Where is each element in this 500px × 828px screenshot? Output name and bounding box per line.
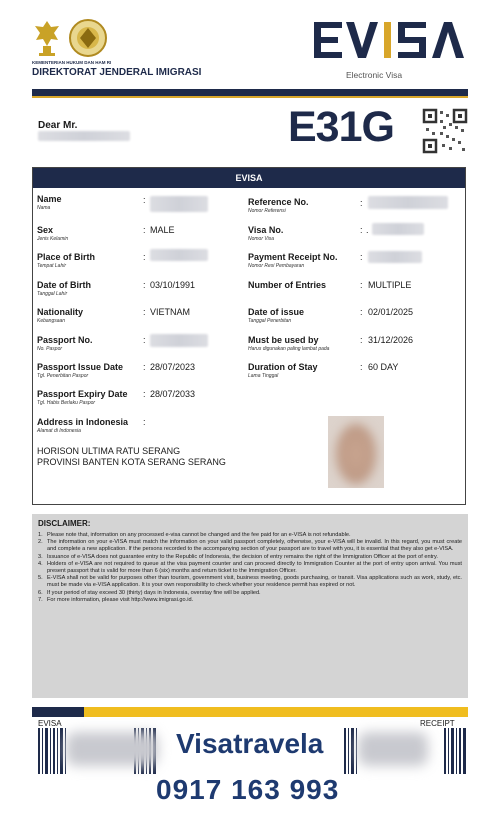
disclaimer-item: 1. Please note that, information on any processed e-visa cannot be changed and the fee paid for an e-VISA is not refundable. [38,532,351,538]
field-colon: : [143,195,146,205]
field-label: Nationality [37,307,84,317]
field-label: Date of issue [248,307,305,317]
immigration-seal-icon [66,18,110,58]
field-sublabel: Alamat di Indonesia [37,428,81,434]
field-colon: : [143,389,146,399]
disclaimer-item: 5. E-VISA shall not be valid for purposes other than tourism, government visit, business meeting, goods purchasing, or transit. Visa applications such as work, study, etc. must be made via e-VISA application. It is your own responsibility to check whether your residence permit has expired or not. [38,575,462,589]
field-value: VIETNAM [150,307,191,317]
field-label: Duration of Stay [248,362,318,372]
field-colon: : [143,307,146,317]
field-colon: : [360,225,363,235]
redacted-name [38,131,130,141]
field-sublabel: No. Paspor [37,346,63,352]
field-label: Number of Entries [248,280,327,290]
field-colon: : [360,307,363,317]
field-colon: : [360,252,363,262]
field-value: 60 DAY [368,362,399,372]
greeting: Dear Mr. [38,120,78,131]
redacted-value [150,334,208,347]
footer-dark-band [32,707,84,717]
qr-code-icon [422,108,468,154]
redacted-value [372,223,424,235]
garuda-emblem-icon [32,18,62,58]
field-value: 02/01/2025 [368,307,414,317]
field-label: Place of Birth [37,252,96,262]
watermark-name: Visatravela [176,728,324,759]
field-value: 03/10/1991 [150,280,196,290]
field-sublabel: Tempat Lahir [37,263,66,269]
field-colon: : [360,280,363,290]
redacted-footer-right [358,732,428,766]
disclaimer-title: DISCLAIMER: [38,519,91,528]
field-sublabel: Lama Tinggal [248,373,279,379]
field-label: Sex [37,225,54,235]
field-colon: : [360,198,363,208]
field-value: 28/07/2023 [150,362,196,372]
address-line: PROVINSI BANTEN KOTA SERANG SERANG [37,457,226,467]
card-title: EVISA [33,168,465,188]
field-colon: : [143,252,146,262]
field-sublabel: Tanggal Lahir [37,291,68,297]
header-divider [32,89,468,96]
disclaimer-item: 3. Issuance of e-VISA does not guarantee entry to the Republic of Indonesia, the decision of entry remains the right of the Immigration Officer at the port of entry. [38,553,438,560]
field-sublabel: Nama [37,205,51,211]
redacted-value [150,196,208,212]
field-label: Reference No. [248,197,309,207]
field-value: 28/07/2033 [150,389,196,399]
redacted-value [150,249,208,261]
disclaimer-item: 6. If your period of stay exceed 30 (thirty) days in Indonesia, overstay fine will be applied. [38,589,261,596]
field-colon: : [143,417,146,427]
footer-evisa-label: EVISA [38,719,62,728]
field-label: Payment Receipt No. [248,252,338,262]
field-sublabel: Tgl. Habis Berlaku Paspor [37,400,96,406]
redacted-footer-left [66,732,158,766]
field-sublabel: Tgl. Penerbitan Paspor [37,373,89,379]
field-label: Address in Indonesia [37,417,129,427]
field-label: Passport Expiry Date [37,389,128,399]
field-sublabel: Harus digunakan paling lambat pada [248,346,330,352]
address-line: HORISON ULTIMA RATU SERANG [37,446,181,456]
field-colon: : [143,225,146,235]
field-value: MULTIPLE [368,280,412,290]
disclaimer-box [32,514,468,698]
field-label: Visa No. [248,225,284,235]
field-colon: : [360,335,363,345]
field-sublabel: Tanggal Penerbitan [248,318,292,324]
footer-gold-band [32,707,468,717]
field-value: 31/12/2026 [368,335,414,345]
header-divider-accent [32,96,468,98]
disclaimer-list [38,532,462,604]
field-value: . [366,225,369,235]
field-sublabel: Nomor Resi Pembayaran [248,263,305,269]
field-label: Passport No. [37,335,93,345]
field-colon: : [360,362,363,372]
evisa-brand-logo [312,18,468,62]
ministry-name: KEMENTERIAN HUKUM DAN HAM RI [32,60,112,65]
redacted-value [368,251,422,263]
field-label: Passport Issue Date [37,362,124,372]
brand-subtitle: Electronic Visa [346,70,403,80]
field-colon: : [143,280,146,290]
footer-receipt-label: RECEIPT [420,719,455,728]
applicant-photo [328,416,384,488]
disclaimer-item: 4. Holders of e-VISA are not required to queue at the visa payment counter and can proceed directly to Immigration Counter at the port of entry upon arrival. You must present passport that is valid for more than 6 (six) months and return ticket to the Immigration Officer. [38,560,462,575]
disclaimer-item: 2. The information on your e-VISA must match the information on your valid passport completely, otherwise, your e-VISA will be invalid. In this regard, you must create and complete a new application. If the persons recorded to the accompanying section of your passport are to travel with you, it is essential that they also get e-VISA. [38,539,462,553]
watermark-phone: 0917 163 993 [156,774,340,805]
field-sublabel: Jenis Kelamin [37,236,69,242]
field-value: MALE [150,225,175,235]
field-label: Must be used by [248,335,319,345]
visa-type-code: E31G [288,103,394,151]
field-colon: : [143,362,146,372]
field-sublabel: Kebangsaan [37,318,66,324]
disclaimer-item: 7. For more information, please visit http://www.imigrasi.go.id. [38,596,194,603]
directorate-name: DIREKTORAT JENDERAL IMIGRASI [32,67,202,78]
field-sublabel: Nomor Visa [248,236,275,242]
field-colon: : [143,335,146,345]
field-label: Date of Birth [37,280,91,290]
field-sublabel: Nomor Referensi [248,208,286,214]
field-label: Name [37,194,62,204]
redacted-value [368,196,448,209]
